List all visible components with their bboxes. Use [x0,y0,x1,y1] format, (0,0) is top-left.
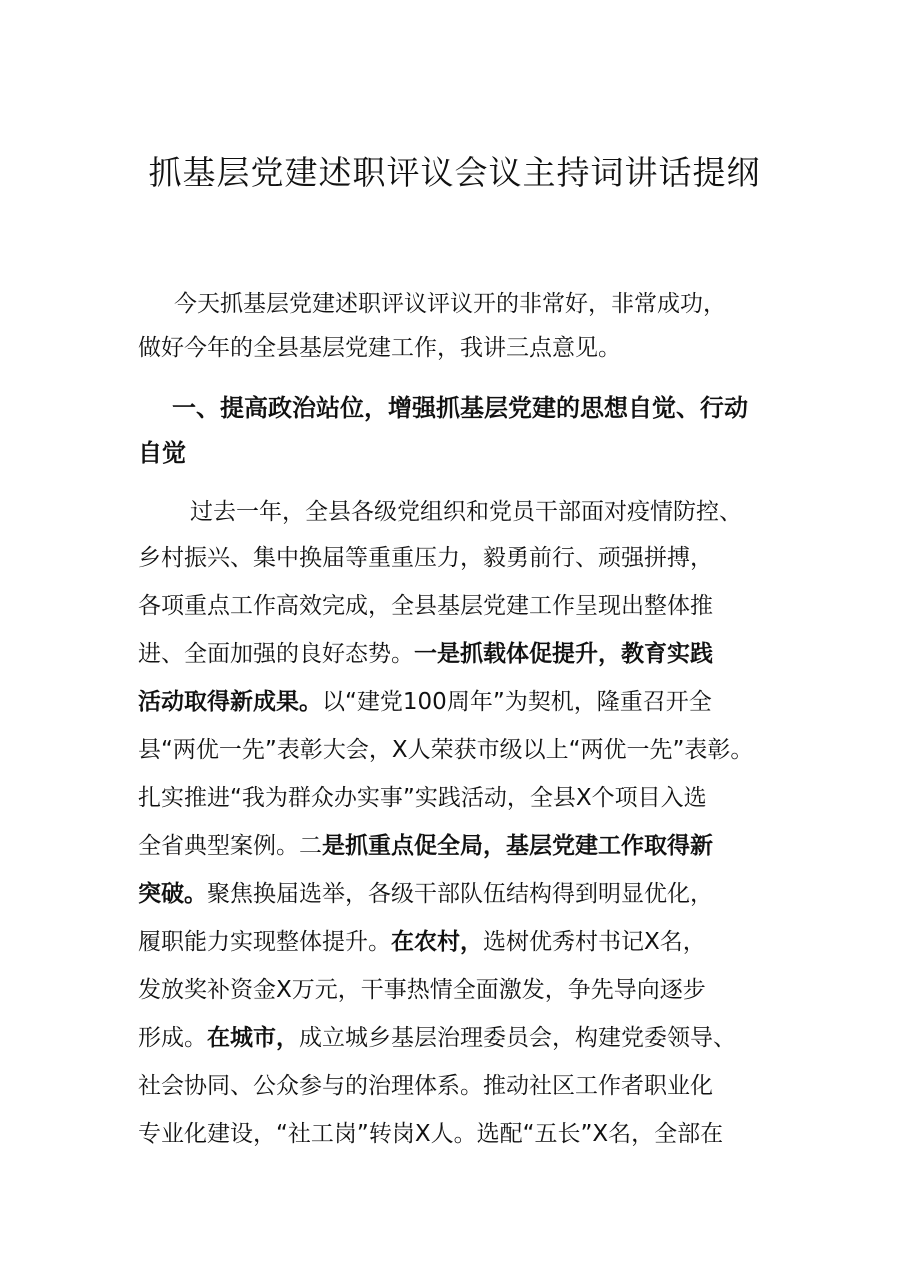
body-line-10 [138,924,788,960]
intro-line-1: 今天抓基层党建述职评议评议开的非常好，非常成功， [174,291,726,317]
body-text: 全省典型案例。二 [138,833,322,859]
body-text: 聚焦换届选举，各级干部队伍结构得到明显优化， [207,881,713,907]
body-line-9 [138,876,788,912]
body-line-12 [138,1020,788,1056]
body-text: 履职能力实现整体提升。 [138,929,391,955]
section-heading-line-1: 一、提高政治站位，增强抓基层党建的思想自觉、行动 [172,394,748,422]
body-line-11: 发放奖补资金X万元，干事热情全面激发，争先导向逐步 [138,977,706,1003]
body-line-1: 过去一年，全县各级党组织和党员干部面对疫情防控、 [190,499,742,525]
body-bold-text: 活动取得新成果。 [138,689,322,715]
intro-line-2: 做好今年的全县基层党建工作，我讲三点意见。 [138,335,621,361]
body-bold-text: 在农村， [391,929,483,955]
body-line-13: 社会协同、公众参与的治理体系。推动社区工作者职业化 [138,1073,713,1099]
body-line-8 [138,828,788,864]
body-line-3: 各项重点工作高效完成，全县基层党建工作呈现出整体推 [138,593,713,619]
section-heading-line-2: 自觉 [138,439,186,467]
body-text: 以“建党100周年”为契机，隆重召开全 [322,689,712,715]
body-bold-text: 一是抓载体促提升，教育实践 [414,641,713,667]
body-text: 形成。 [138,1025,207,1051]
body-bold-text: 是抓重点促全局，基层党建工作取得新 [322,833,713,859]
body-line-5 [138,684,788,720]
body-line-2: 乡村振兴、集中换届等重重压力，毅勇前行、顽强拼搏， [138,545,713,571]
body-line-7: 扎实推进“我为群众办实事”实践活动，全县X个项目入选 [138,785,707,811]
body-text: 选树优秀村书记X名， [483,929,706,955]
body-line-4 [138,636,788,672]
body-line-14: 专业化建设，“社工岗”转岗X人。选配“五长”X名，全部在 [138,1121,724,1147]
body-text: 成立城乡基层治理委员会，构建党委领导、 [299,1025,736,1051]
body-line-6: 县“两优一先”表彰大会，X人荣获市级以上“两优一先”表彰。 [138,737,754,763]
document-title: 抓基层党建述职评议会议主持词讲话提纲 [148,153,761,192]
body-text: 进、全面加强的良好态势。 [138,641,414,667]
body-bold-text: 在城市， [207,1025,299,1051]
body-bold-text: 突破。 [138,881,207,907]
